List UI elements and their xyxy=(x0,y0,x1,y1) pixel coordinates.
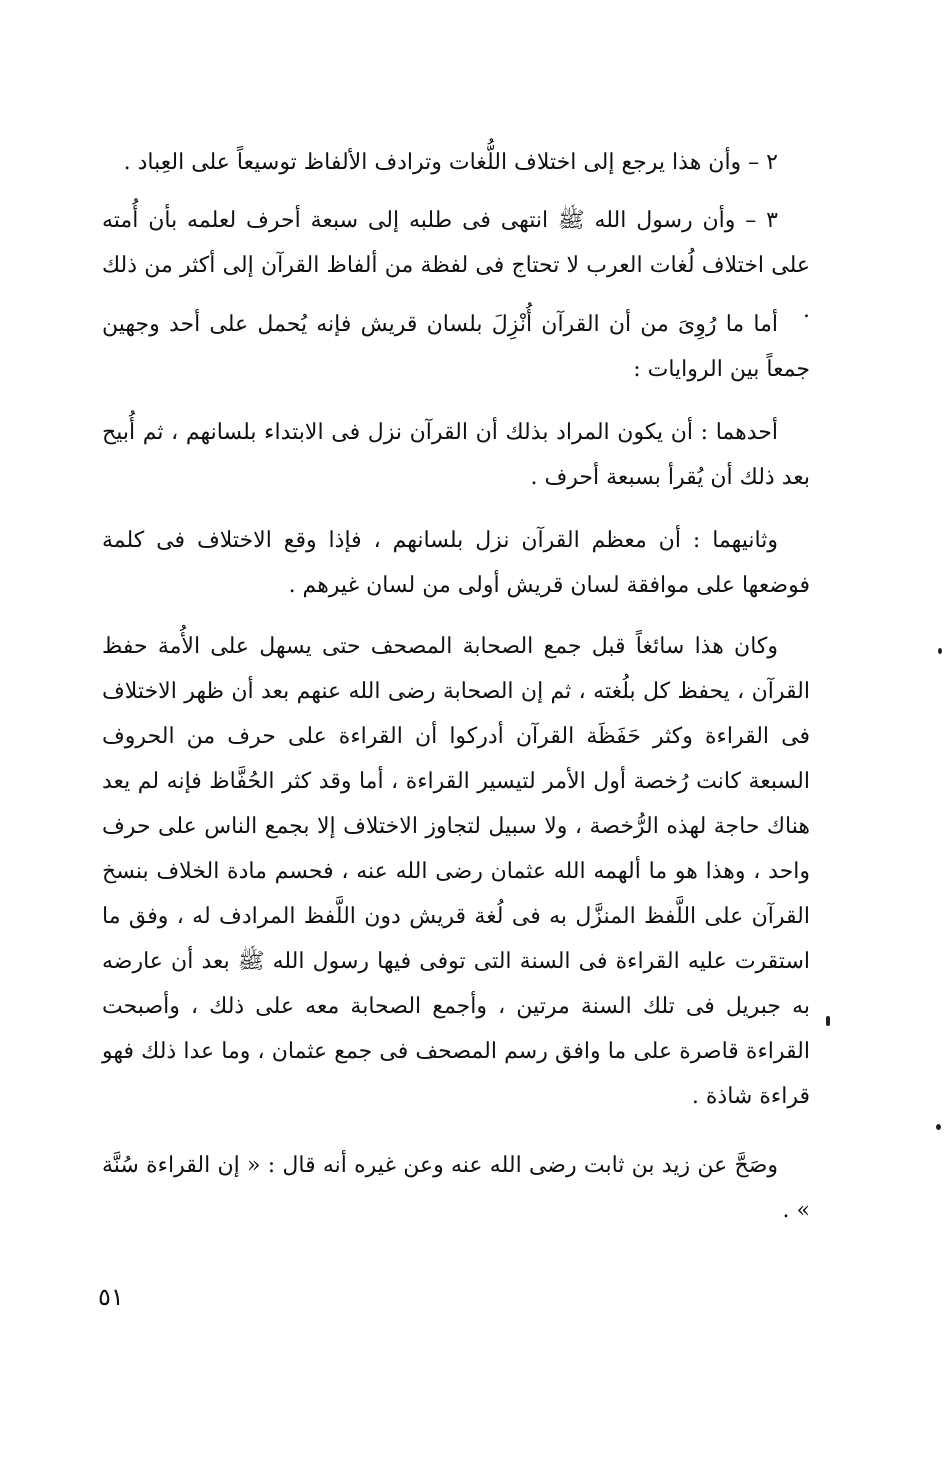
paragraph-point-3: ٣ – وأن رسول الله ﷺ انتهى فى طلبه إلى سبعة أحرف لعلمه بأن أُمته على اختلاف لُغات العرب لا تحتاج فى لفظة من ألفاظ القرآن إلى أكثر من ذلك . xyxy=(102,208,810,323)
paragraph-first-aspect: أحدهما : أن يكون المراد بذلك أن القرآن نزل فى الابتداء بلسانهم ، ثم أُبيح بعد ذلك أن يُقرأ بسبعة أحرف . xyxy=(102,420,810,490)
scan-speck xyxy=(936,1124,941,1130)
paragraph-second-aspect: وثانيهما : أن معظم القرآن نزل بلسانهم ، فإذا وقع الاختلاف فى كلمة فوضعها على موافقة لسان قريش أولى من لسان غيرهم . xyxy=(102,528,810,598)
paragraph-uthman-compilation: وكان هذا سائغاً قبل جمع الصحابة المصحف حتى يسهل على الأُمة حفظ القرآن ، يحفظ كل بلُغته ، ثم إن الصحابة رضى الله عنهم بعد أن ظهر الاختلاف فى القراءة وكثر حَفَظَة القرآن أدركوا أن القراءة على حرف من الحروف السبعة كانت رُخصة أول الأمر لتيسير القراءة ، أما وقد كثر الحُفَّاظ فإنه لم يعد هناك حاجة لهذه الرُّخصة ، ولا سبيل لتجاوز الاختلاف إلا بجمع الناس على حرف واحد ، وهذا هو ما ألهمه الله عثمان رضى الله عنه ، فحسم مادة الخلاف بنسخ القرآن على اللَّفظ المنزَّل به فى لُغة قريش دون اللَّفظ المرادف له ، وفق ما استقرت عليه القراءة فى السنة التى توفى فيها رسول الله ﷺ بعد أن عارضه به جبريل فى تلك السنة مرتين ، وأجمع الصحابة معه على ذلك ، وأصبحت القراءة قاصرة على ما وافق رسم المصحف فى جمع عثمان ، وما عدا ذلك فهو قراءة شاذة . xyxy=(102,634,810,1109)
scan-speck xyxy=(938,648,942,654)
paragraph-point-2: ٢ – وأن هذا يرجع إلى اختلاف اللُّغات وترادف الألفاظ توسيعاً على العِباد . xyxy=(123,150,778,175)
page-number: ٥١ xyxy=(98,1283,124,1311)
paragraph-zayd-quote: وصَحَّ عن زيد بن ثابت رضى الله عنه وعن غيره أنه قال : « إن القراءة سُنَّة » . xyxy=(102,1153,810,1223)
margin-mark xyxy=(826,1016,830,1026)
paragraph-quraysh-tongue: أما ما رُوِىَ من أن القرآن أُنْزِلَ بلسان قريش فإنه يُحمل على أحد وجهين جمعاً بين الروايات : xyxy=(102,312,810,382)
